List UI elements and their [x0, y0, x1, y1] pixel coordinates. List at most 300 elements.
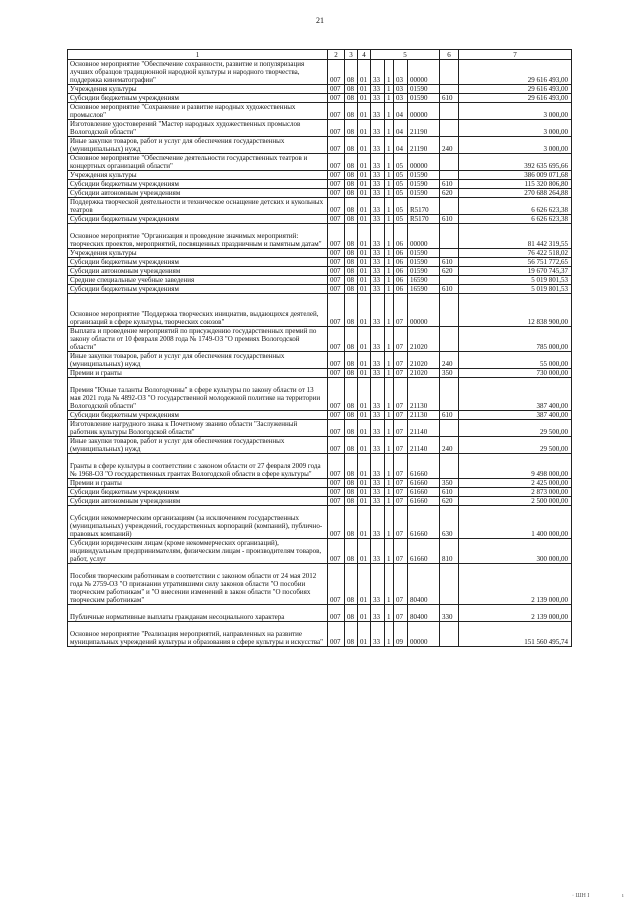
table-header-row: [68, 50, 572, 60]
row-name-cell: Гранты в сфере культуры в соответствии с законом области от 27 февраля 2009 года № 1968-ОЗ "О государственных грантах Вологодской области в сфере культуры": [68, 454, 328, 479]
section-code-cell: 08: [345, 294, 358, 327]
table-row: [68, 120, 572, 137]
section-code-cell: 08: [345, 454, 358, 479]
subsection-code-cell: 01: [358, 285, 371, 294]
expense-type-code-cell: 240: [440, 352, 459, 369]
amount-cell: 151 560 495,74: [459, 622, 572, 647]
row-name-cell: Субсидии некоммерческим организациям (за исключением государственных (муниципальных) учреждений, государственных корпораций (компаний), публично-правовых компаний): [68, 506, 328, 539]
section-code-cell: 08: [345, 180, 358, 189]
subsection-code-cell: 01: [358, 479, 371, 488]
ministry-code-cell: 007: [328, 294, 345, 327]
event-code-cell: 05: [394, 180, 408, 189]
expense-type-code-cell: 610: [440, 215, 459, 224]
program-code-cell: 33: [371, 224, 385, 249]
direction-code-cell: 80400: [408, 605, 440, 622]
table-row: [68, 60, 572, 85]
subprogram-code-cell: 1: [385, 497, 394, 506]
table-row: [68, 369, 572, 378]
program-code-cell: 33: [371, 506, 385, 539]
event-code-cell: 05: [394, 189, 408, 198]
amount-cell: 56 751 772,65: [459, 258, 572, 267]
amount-cell: 2 873 000,00: [459, 488, 572, 497]
section-code-cell: 08: [345, 198, 358, 215]
program-code-cell: 33: [371, 276, 385, 285]
row-name-cell: Учреждения культуры: [68, 171, 328, 180]
direction-code-cell: 01590: [408, 180, 440, 189]
ministry-code-cell: 007: [328, 506, 345, 539]
direction-code-cell: 21140: [408, 437, 440, 454]
header-cell: 5: [371, 50, 440, 60]
program-code-cell: 33: [371, 488, 385, 497]
subsection-code-cell: 01: [358, 215, 371, 224]
section-code-cell: 08: [345, 215, 358, 224]
row-name-cell: Пособия творческим работникам в соответствии с законом области от 24 мая 2012 года № 2759-ОЗ "О признании утратившими силу законов области "О пособии творческим работникам" и "О внесении изменений в закон области "О пособиях творческим работникам": [68, 564, 328, 605]
subsection-code-cell: 01: [358, 258, 371, 267]
row-name-cell: Премии и гранты: [68, 479, 328, 488]
amount-cell: 6 626 623,38: [459, 198, 572, 215]
direction-code-cell: 61660: [408, 454, 440, 479]
event-code-cell: 07: [394, 352, 408, 369]
section-code-cell: 08: [345, 267, 358, 276]
event-code-cell: 06: [394, 276, 408, 285]
expense-type-code-cell: 620: [440, 497, 459, 506]
subsection-code-cell: 01: [358, 369, 371, 378]
row-name-cell: Выплата и проведение мероприятий по присуждению государственных премий по закону области от 10 февраля 2008 года № 1749-ОЗ "О премиях Вологодской области": [68, 327, 328, 352]
ministry-code-cell: 007: [328, 488, 345, 497]
subprogram-code-cell: 1: [385, 420, 394, 437]
amount-cell: 29 616 493,00: [459, 94, 572, 103]
amount-cell: 3 000,00: [459, 137, 572, 154]
subsection-code-cell: 01: [358, 171, 371, 180]
subsection-code-cell: 01: [358, 327, 371, 352]
row-name-cell: Субсидии бюджетным учреждениям: [68, 285, 328, 294]
program-code-cell: 33: [371, 198, 385, 215]
expense-type-code-cell: 610: [440, 180, 459, 189]
amount-cell: 2 139 000,00: [459, 564, 572, 605]
budget-table: [67, 49, 572, 647]
subprogram-code-cell: 1: [385, 369, 394, 378]
row-name-cell: Субсидии автономным учреждениям: [68, 189, 328, 198]
subsection-code-cell: 01: [358, 352, 371, 369]
subprogram-code-cell: 1: [385, 171, 394, 180]
subsection-code-cell: 01: [358, 454, 371, 479]
header-cell: 6: [440, 50, 459, 60]
table-row: [68, 258, 572, 267]
expense-type-code-cell: [440, 103, 459, 120]
table-row: [68, 378, 572, 411]
section-code-cell: 08: [345, 369, 358, 378]
direction-code-cell: 21130: [408, 378, 440, 411]
direction-code-cell: 61660: [408, 497, 440, 506]
subprogram-code-cell: 1: [385, 488, 394, 497]
table-row: [68, 215, 572, 224]
row-name-cell: Основное мероприятие "Поддержка творческих инициатив, выдающихся деятелей, организаций в сфере культуры, творческих союзов": [68, 294, 328, 327]
expense-type-code-cell: [440, 420, 459, 437]
section-code-cell: 08: [345, 437, 358, 454]
table-row: [68, 85, 572, 94]
subprogram-code-cell: 1: [385, 378, 394, 411]
ministry-code-cell: 007: [328, 171, 345, 180]
event-code-cell: 06: [394, 285, 408, 294]
program-code-cell: 33: [371, 120, 385, 137]
subprogram-code-cell: 1: [385, 103, 394, 120]
row-name-cell: Субсидии бюджетным учреждениям: [68, 180, 328, 189]
expense-type-code-cell: 610: [440, 488, 459, 497]
row-name-cell: Основное мероприятие "Обеспечение деятельности государственных театров и концертных организаций области": [68, 154, 328, 171]
row-name-cell: Премии и гранты: [68, 369, 328, 378]
section-code-cell: 08: [345, 352, 358, 369]
expense-type-code-cell: [440, 276, 459, 285]
subprogram-code-cell: 1: [385, 437, 394, 454]
program-code-cell: 33: [371, 60, 385, 85]
section-code-cell: 08: [345, 189, 358, 198]
direction-code-cell: 00000: [408, 154, 440, 171]
row-name-cell: Основное мероприятие "Сохранение и развитие народных художественных промыслов": [68, 103, 328, 120]
amount-cell: 1 400 000,00: [459, 506, 572, 539]
expense-type-code-cell: 240: [440, 437, 459, 454]
program-code-cell: 33: [371, 539, 385, 564]
event-code-cell: 03: [394, 85, 408, 94]
row-name-cell: Иные закупки товаров, работ и услуг для обеспечения государственных (муниципальных) нужд: [68, 137, 328, 154]
ministry-code-cell: 007: [328, 249, 345, 258]
section-code-cell: 08: [345, 506, 358, 539]
program-code-cell: 33: [371, 378, 385, 411]
event-code-cell: 07: [394, 506, 408, 539]
amount-cell: 2 139 000,00: [459, 605, 572, 622]
expense-type-code-cell: [440, 198, 459, 215]
row-name-cell: Субсидии автономным учреждениям: [68, 267, 328, 276]
ministry-code-cell: 007: [328, 539, 345, 564]
table-row: [68, 224, 572, 249]
event-code-cell: 09: [394, 622, 408, 647]
amount-cell: 785 000,00: [459, 327, 572, 352]
row-name-cell: Иные закупки товаров, работ и услуг для обеспечения государственных (муниципальных) нужд: [68, 352, 328, 369]
ministry-code-cell: 007: [328, 622, 345, 647]
direction-code-cell: 00000: [408, 622, 440, 647]
program-code-cell: 33: [371, 249, 385, 258]
event-code-cell: 07: [394, 369, 408, 378]
subprogram-code-cell: 1: [385, 94, 394, 103]
amount-cell: 2 500 000,00: [459, 497, 572, 506]
expense-type-code-cell: [440, 622, 459, 647]
program-code-cell: 33: [371, 94, 385, 103]
program-code-cell: 33: [371, 285, 385, 294]
section-code-cell: 08: [345, 249, 358, 258]
event-code-cell: 03: [394, 60, 408, 85]
event-code-cell: 07: [394, 497, 408, 506]
direction-code-cell: 80400: [408, 564, 440, 605]
table-row: [68, 488, 572, 497]
section-code-cell: 08: [345, 85, 358, 94]
ministry-code-cell: 007: [328, 564, 345, 605]
section-code-cell: 08: [345, 120, 358, 137]
subsection-code-cell: 01: [358, 103, 371, 120]
event-code-cell: 07: [394, 564, 408, 605]
expense-type-code-cell: 350: [440, 369, 459, 378]
ministry-code-cell: 007: [328, 378, 345, 411]
subprogram-code-cell: 1: [385, 294, 394, 327]
subsection-code-cell: 01: [358, 497, 371, 506]
section-code-cell: 08: [345, 497, 358, 506]
expense-type-code-cell: 610: [440, 258, 459, 267]
subsection-code-cell: 01: [358, 622, 371, 647]
amount-cell: 270 688 264,88: [459, 189, 572, 198]
amount-cell: 9 498 000,00: [459, 454, 572, 479]
direction-code-cell: 01590: [408, 85, 440, 94]
table-row: [68, 276, 572, 285]
direction-code-cell: 00000: [408, 224, 440, 249]
amount-cell: 76 422 518,02: [459, 249, 572, 258]
amount-cell: 300 000,00: [459, 539, 572, 564]
direction-code-cell: 61660: [408, 479, 440, 488]
subprogram-code-cell: 1: [385, 276, 394, 285]
program-code-cell: 33: [371, 327, 385, 352]
direction-code-cell: 01590: [408, 267, 440, 276]
expense-type-code-cell: [440, 249, 459, 258]
row-name-cell: Субсидии бюджетным учреждениям: [68, 258, 328, 267]
subsection-code-cell: 01: [358, 411, 371, 420]
table-row: [68, 294, 572, 327]
direction-code-cell: 00000: [408, 103, 440, 120]
ministry-code-cell: 007: [328, 94, 345, 103]
table-row: [68, 437, 572, 454]
amount-cell: 29 616 493,00: [459, 85, 572, 94]
expense-type-code-cell: [440, 454, 459, 479]
subsection-code-cell: 01: [358, 224, 371, 249]
event-code-cell: 07: [394, 479, 408, 488]
table-row: [68, 171, 572, 180]
expense-type-code-cell: [440, 564, 459, 605]
table-row: [68, 189, 572, 198]
program-code-cell: 33: [371, 294, 385, 327]
table-row: [68, 420, 572, 437]
subsection-code-cell: 01: [358, 198, 371, 215]
direction-code-cell: 61660: [408, 539, 440, 564]
table-row: [68, 103, 572, 120]
event-code-cell: 05: [394, 171, 408, 180]
row-name-cell: Поддержка творческой деятельности и техническое оснащение детских и кукольных театров: [68, 198, 328, 215]
ministry-code-cell: 007: [328, 285, 345, 294]
amount-cell: 3 000,00: [459, 103, 572, 120]
amount-cell: 730 000,00: [459, 369, 572, 378]
ministry-code-cell: 007: [328, 437, 345, 454]
subsection-code-cell: 01: [358, 137, 371, 154]
program-code-cell: 33: [371, 85, 385, 94]
ministry-code-cell: 007: [328, 420, 345, 437]
event-code-cell: 07: [394, 294, 408, 327]
program-code-cell: 33: [371, 352, 385, 369]
row-name-cell: Учреждения культуры: [68, 85, 328, 94]
subsection-code-cell: 01: [358, 154, 371, 171]
direction-code-cell: 01590: [408, 171, 440, 180]
table-row: [68, 267, 572, 276]
expense-type-code-cell: 610: [440, 94, 459, 103]
expense-type-code-cell: 620: [440, 267, 459, 276]
ministry-code-cell: 007: [328, 605, 345, 622]
direction-code-cell: 21020: [408, 352, 440, 369]
section-code-cell: 08: [345, 564, 358, 605]
ministry-code-cell: 007: [328, 85, 345, 94]
subprogram-code-cell: 1: [385, 605, 394, 622]
program-code-cell: 33: [371, 180, 385, 189]
amount-cell: 19 670 745,37: [459, 267, 572, 276]
amount-cell: 5 019 801,53: [459, 285, 572, 294]
subsection-code-cell: 01: [358, 506, 371, 539]
amount-cell: 12 838 900,00: [459, 294, 572, 327]
program-code-cell: 33: [371, 137, 385, 154]
section-code-cell: 08: [345, 605, 358, 622]
subsection-code-cell: 01: [358, 564, 371, 605]
direction-code-cell: R5170: [408, 198, 440, 215]
event-code-cell: 04: [394, 103, 408, 120]
amount-cell: 6 626 623,38: [459, 215, 572, 224]
row-name-cell: Публичные нормативные выплаты гражданам несоциального характера: [68, 605, 328, 622]
section-code-cell: 08: [345, 539, 358, 564]
row-name-cell: Субсидии бюджетным учреждениям: [68, 488, 328, 497]
subsection-code-cell: 01: [358, 120, 371, 137]
table-row: [68, 497, 572, 506]
ministry-code-cell: 007: [328, 103, 345, 120]
subsection-code-cell: 01: [358, 539, 371, 564]
ministry-code-cell: 007: [328, 60, 345, 85]
event-code-cell: 07: [394, 327, 408, 352]
direction-code-cell: 00000: [408, 294, 440, 327]
subprogram-code-cell: 1: [385, 564, 394, 605]
scan-mark-2: ı: [622, 893, 624, 899]
subprogram-code-cell: 1: [385, 189, 394, 198]
section-code-cell: 08: [345, 378, 358, 411]
event-code-cell: 05: [394, 198, 408, 215]
subsection-code-cell: 01: [358, 267, 371, 276]
expense-type-code-cell: [440, 224, 459, 249]
table-row: [68, 564, 572, 605]
subsection-code-cell: 01: [358, 60, 371, 85]
subprogram-code-cell: 1: [385, 60, 394, 85]
expense-type-code-cell: [440, 154, 459, 171]
subsection-code-cell: 01: [358, 378, 371, 411]
table-row: [68, 154, 572, 171]
table-body: [68, 50, 572, 647]
amount-cell: 387 400,00: [459, 378, 572, 411]
direction-code-cell: R5170: [408, 215, 440, 224]
amount-cell: 392 635 695,66: [459, 154, 572, 171]
header-cell: 7: [459, 50, 572, 60]
section-code-cell: 08: [345, 258, 358, 267]
row-name-cell: Субсидии автономным учреждениям: [68, 497, 328, 506]
table-row: [68, 479, 572, 488]
subprogram-code-cell: 1: [385, 327, 394, 352]
subprogram-code-cell: 1: [385, 479, 394, 488]
program-code-cell: 33: [371, 454, 385, 479]
expense-type-code-cell: 810: [440, 539, 459, 564]
event-code-cell: 06: [394, 267, 408, 276]
subprogram-code-cell: 1: [385, 224, 394, 249]
direction-code-cell: 21020: [408, 369, 440, 378]
table-row: [68, 285, 572, 294]
subprogram-code-cell: 1: [385, 215, 394, 224]
row-name-cell: Основное мероприятие "Организация и проведение значимых мероприятий: творческих проектов, мероприятий, посвященных праздничным и памятным датам": [68, 224, 328, 249]
table-row: [68, 506, 572, 539]
program-code-cell: 33: [371, 215, 385, 224]
direction-code-cell: 01590: [408, 258, 440, 267]
section-code-cell: 08: [345, 94, 358, 103]
direction-code-cell: 21190: [408, 120, 440, 137]
expense-type-code-cell: 610: [440, 285, 459, 294]
expense-type-code-cell: 620: [440, 189, 459, 198]
direction-code-cell: 21190: [408, 137, 440, 154]
expense-type-code-cell: 330: [440, 605, 459, 622]
expense-type-code-cell: [440, 294, 459, 327]
event-code-cell: 06: [394, 249, 408, 258]
direction-code-cell: 01590: [408, 249, 440, 258]
subprogram-code-cell: 1: [385, 539, 394, 564]
ministry-code-cell: 007: [328, 411, 345, 420]
row-name-cell: Иные закупки товаров, работ и услуг для обеспечения государственных (муниципальных) нужд: [68, 437, 328, 454]
section-code-cell: 08: [345, 171, 358, 180]
row-name-cell: Премия "Юные таланты Вологодчины" в сфере культуры по закону области от 13 мая 2021 года № 4892-ОЗ "О государственной молодежной политике на территории Вологодской области": [68, 378, 328, 411]
header-cell: 1: [68, 50, 328, 60]
subsection-code-cell: 01: [358, 294, 371, 327]
table-row: [68, 605, 572, 622]
subsection-code-cell: 01: [358, 94, 371, 103]
ministry-code-cell: 007: [328, 154, 345, 171]
ministry-code-cell: 007: [328, 267, 345, 276]
subprogram-code-cell: 1: [385, 622, 394, 647]
subprogram-code-cell: 1: [385, 180, 394, 189]
subsection-code-cell: 01: [358, 180, 371, 189]
event-code-cell: 07: [394, 605, 408, 622]
program-code-cell: 33: [371, 420, 385, 437]
program-code-cell: 33: [371, 622, 385, 647]
table-row: [68, 454, 572, 479]
ministry-code-cell: 007: [328, 189, 345, 198]
section-code-cell: 08: [345, 137, 358, 154]
program-code-cell: 33: [371, 437, 385, 454]
program-code-cell: 33: [371, 497, 385, 506]
expense-type-code-cell: 240: [440, 137, 459, 154]
table-row: [68, 411, 572, 420]
section-code-cell: 08: [345, 411, 358, 420]
direction-code-cell: 21020: [408, 327, 440, 352]
program-code-cell: 33: [371, 154, 385, 171]
ministry-code-cell: 007: [328, 198, 345, 215]
direction-code-cell: 00000: [408, 60, 440, 85]
event-code-cell: 07: [394, 454, 408, 479]
section-code-cell: 08: [345, 327, 358, 352]
direction-code-cell: 16590: [408, 276, 440, 285]
subsection-code-cell: 01: [358, 488, 371, 497]
event-code-cell: 07: [394, 378, 408, 411]
amount-cell: 115 320 806,80: [459, 180, 572, 189]
ministry-code-cell: 007: [328, 276, 345, 285]
amount-cell: 2 425 000,00: [459, 479, 572, 488]
row-name-cell: Учреждения культуры: [68, 249, 328, 258]
program-code-cell: 33: [371, 171, 385, 180]
direction-code-cell: 21140: [408, 420, 440, 437]
direction-code-cell: 61660: [408, 488, 440, 497]
expense-type-code-cell: 630: [440, 506, 459, 539]
direction-code-cell: 21130: [408, 411, 440, 420]
expense-type-code-cell: 350: [440, 479, 459, 488]
ministry-code-cell: 007: [328, 137, 345, 154]
table-row: [68, 198, 572, 215]
event-code-cell: 03: [394, 94, 408, 103]
subprogram-code-cell: 1: [385, 285, 394, 294]
amount-cell: 81 442 319,55: [459, 224, 572, 249]
program-code-cell: 33: [371, 411, 385, 420]
table-row: [68, 180, 572, 189]
subprogram-code-cell: 1: [385, 198, 394, 215]
